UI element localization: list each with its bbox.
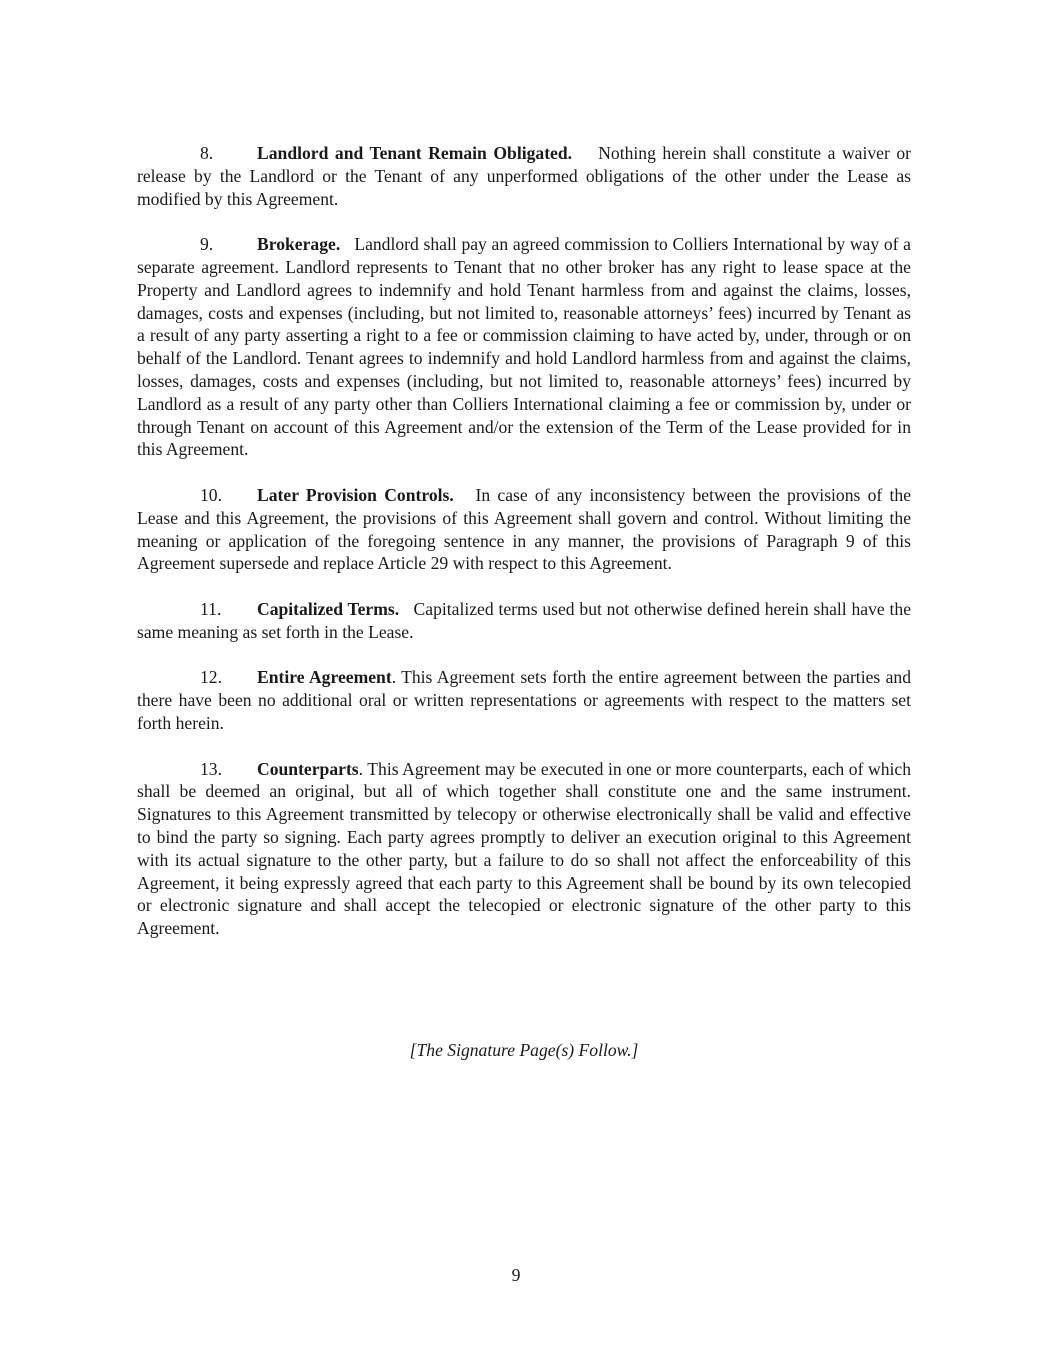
paragraph-number: 12. bbox=[200, 667, 222, 688]
paragraph-text: . This Agreement may be executed in one or more counterparts, each of which shall be deemed an original, but all of which together shall constitute one and the same instrument. Signatures to this Agreement transmitted by telecopy or otherwise electronically shall be valid and effective to bind the party so signing. Each party agrees promptly to deliver an execution original to this Agreement with its actual signature to the other party, but a failure to do so shall not affect the enforceability of this Agreement, it being expressly agreed that each party to this Agreement shall be bound by its own telecopied or electronic signature and shall accept the telecopied or electronic signature of the other party to this Agreement. bbox=[137, 758, 911, 939]
paragraph-heading: Capitalized Terms. bbox=[257, 598, 400, 619]
signature-page-note: [The Signature Page(s) Follow.] bbox=[409, 1040, 639, 1060]
paragraph-12 bbox=[137, 666, 911, 734]
paragraph-9 bbox=[137, 233, 911, 461]
paragraph-text: In case of any inconsistency between the provisions of the Lease and this Agreement, the provisions of this Agreement shall govern and control. Without limiting the meaning or application of the foregoing sentence in any manner, the provisions of Paragraph 9 of this Agreement supersede and replace Article 29 with respect to this Agreement. bbox=[137, 484, 912, 574]
paragraph-heading: Brokerage. bbox=[257, 234, 341, 255]
paragraph-heading: Landlord and Tenant Remain Obligated. bbox=[257, 143, 573, 163]
paragraph-heading: Later Provision Controls. bbox=[257, 484, 454, 505]
paragraph-heading: Entire Agreement bbox=[257, 667, 392, 688]
paragraph-11 bbox=[137, 598, 911, 644]
paragraph-10 bbox=[137, 484, 911, 575]
paragraph-number: 9. bbox=[200, 234, 214, 255]
paragraph-text: Landlord shall pay an agreed commission to Colliers International by way of a separate agreement. Landlord represents to Tenant that no other broker has any right to lease space at the Property and Landlord agrees to indemnify and hold Tenant harmless from and against the claims, losses, damages, costs and expenses (including, but not limited to, reasonable attorneys’ fees) incurred by Tenant as a result of any party asserting a right to a fee or commission claiming to have acted by, under, through or on behalf of the Landlord. Tenant agrees to indemnify and hold Landlord harmless from and against the claims, losses, damages, costs and expenses (including, but not limited to, reasonable attorneys’ fees) incurred by Landlord as a result of any party other than Colliers International claiming a fee or commission by, under or through Tenant on account of this Agreement and/or the extension of the Term of the Lease provided for in this Agreement. bbox=[137, 234, 911, 460]
paragraph-text: . This Agreement sets forth the entire agreement between the parties and there have been no additional oral or written representations or agreements with respect to the matters set forth herein. bbox=[137, 667, 912, 733]
paragraph-number: 10. bbox=[200, 484, 222, 505]
paragraph-text: Nothing herein shall constitute a waiver or release by the Landlord or the Tenant of any unperformed obligations of the other under the Lease as modified by this Agreement. bbox=[137, 143, 912, 209]
document-body bbox=[137, 142, 911, 963]
paragraph-number: 8. bbox=[200, 143, 214, 163]
paragraph-heading: Counterparts bbox=[257, 758, 359, 779]
paragraph-number: 11. bbox=[200, 598, 222, 619]
paragraph-text: Capitalized terms used but not otherwise defined herein shall have the same meaning as set forth in the Lease. bbox=[137, 598, 912, 642]
paragraph-8 bbox=[137, 142, 911, 210]
paragraph-13 bbox=[137, 758, 911, 940]
paragraph-number: 13. bbox=[200, 758, 222, 779]
page-number: 9 bbox=[511, 1265, 521, 1285]
